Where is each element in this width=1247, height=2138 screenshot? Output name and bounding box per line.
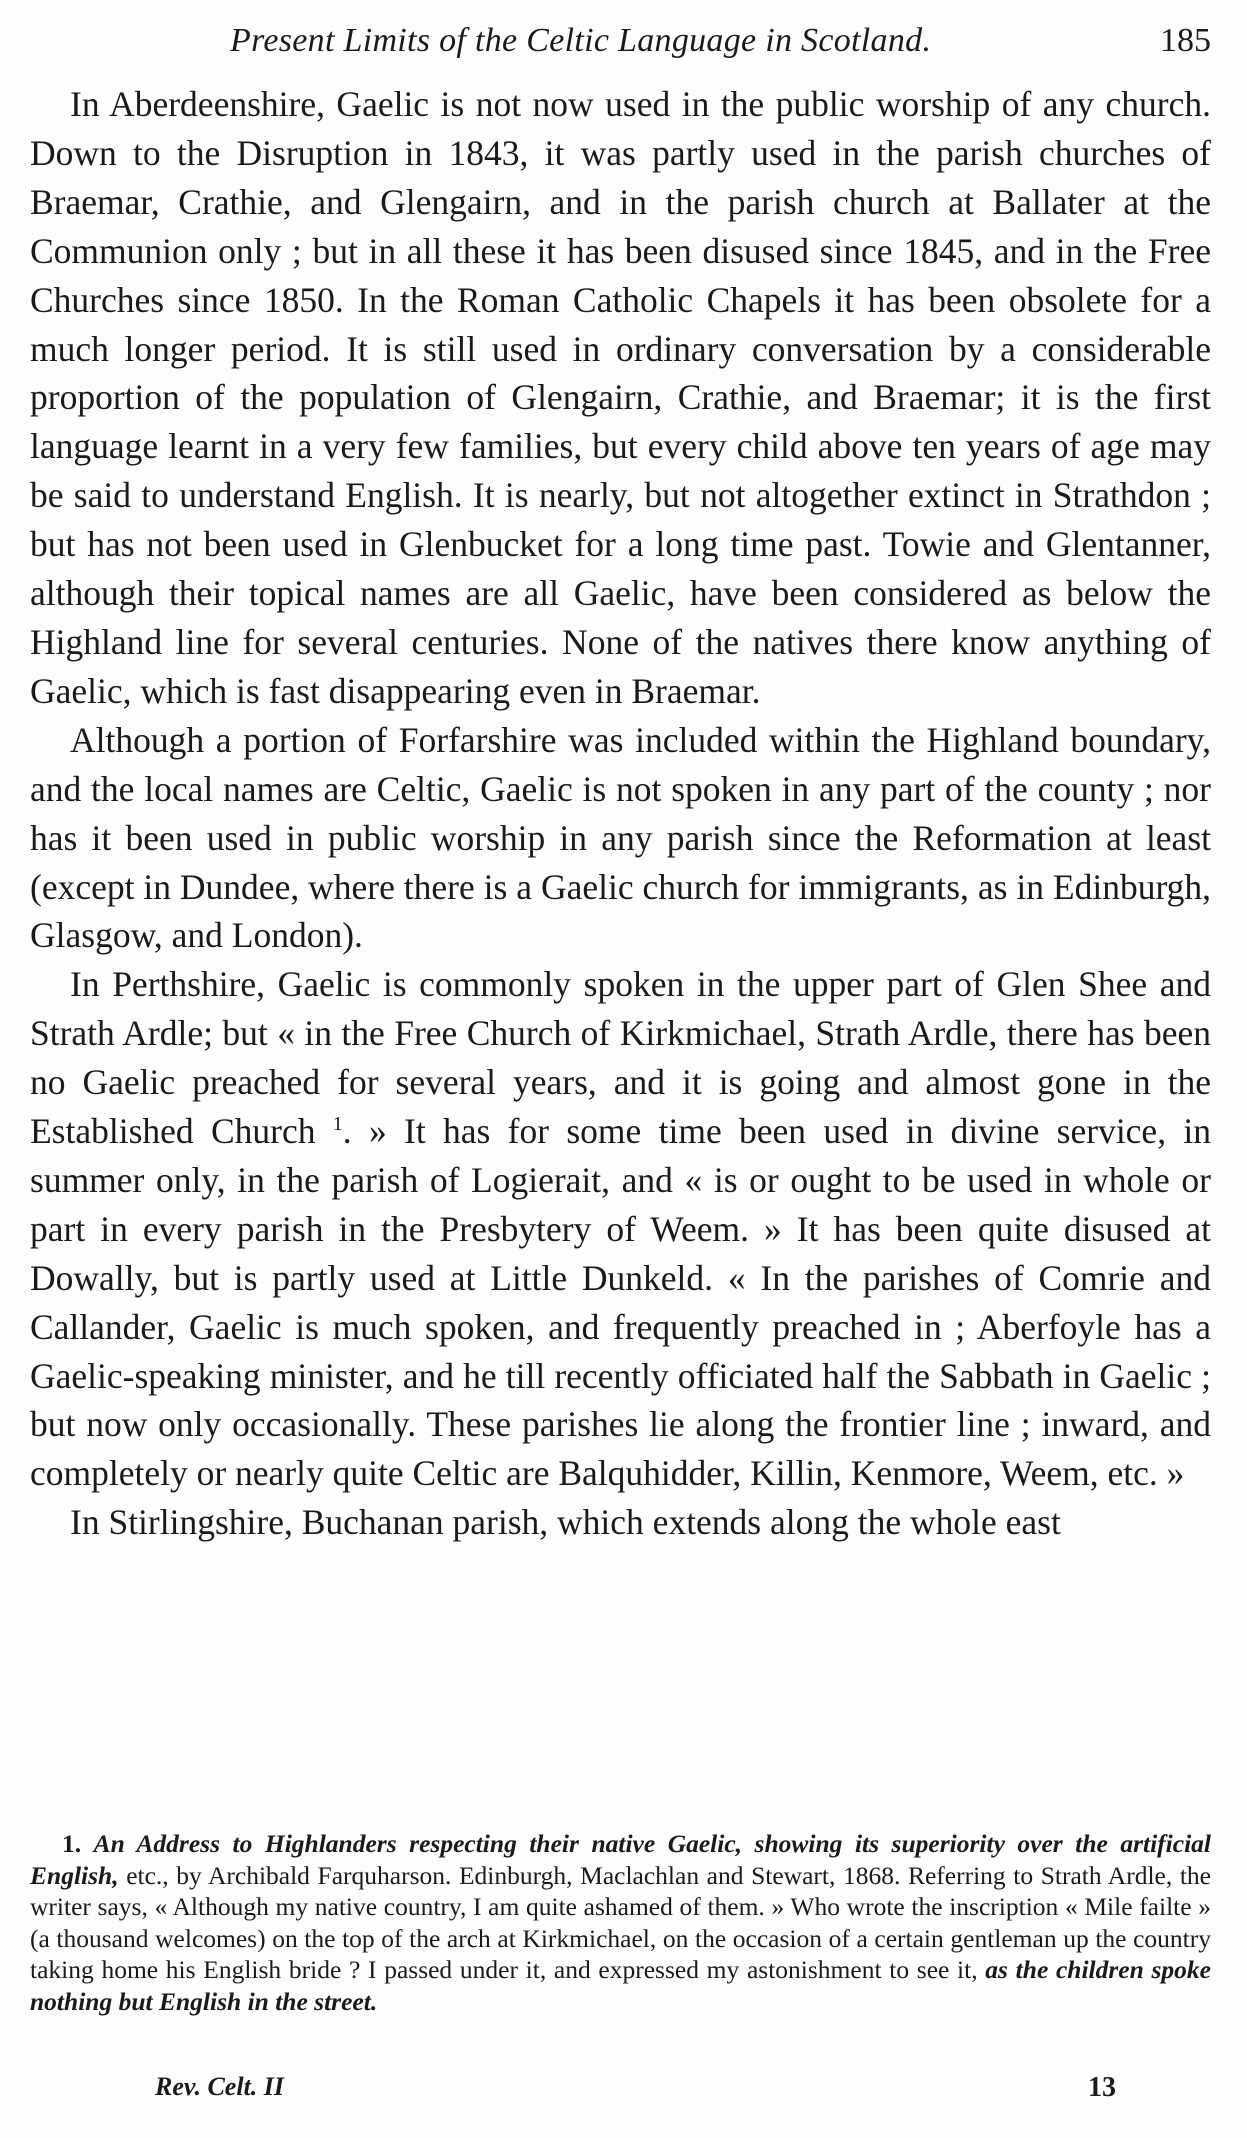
paragraph-aberdeenshire: In Aberdeenshire, Gaelic is not now used in the public worship of any church. Down to the Disruption in 1843, it was partly used in the parish churches of Braemar, Crathie, and Glengairn, and in the parish church at Ballater at the Communion only ; but in all these it has been disused since 1845, and in the Free Churches since 1850. In the Roman Catholic Chapels it has been obsolete for a much longer period. It is still used in ordinary conversation by a considerable proportion of the population of Glengairn, Crathie, and Braemar; it is the first language learnt in a very few families, but every child above ten years of age may be said to understand English. It is nearly, but not altogether extinct in Strathdon ; but has not been used in Glenbucket for a long time past. Towie and Glentanner, although their topical names are all Gaelic, have been considered as below the Highland line for several centuries. None of the natives there know anything of Gaelic, which is fast disappearing even in Braemar.	[30, 84, 1211, 711]
paragraph-forfarshire: Although a portion of Forfarshire was included within the Highland boundary, and the local names are Celtic, Gaelic is not spoken in any part of the county ; nor has it been used in public worship in any parish since the Reformation at least (except in Dundee, where there is a Gaelic church for immigrants, as in Edinburgh, Glasgow, and London).	[30, 719, 1211, 956]
running-title: Present Limits of the Celtic Language in Scotland.	[230, 22, 932, 59]
paragraph-perthshire-part-2: . » It has for some time been used in divine service, in summer only, in the parish of Logierait, and « is or ought to be used in whole or part in every parish in the Presbytery of Weem. » It has been quite disused at Dowally, but is partly used at Little Dunkeld. « In the parishes of Comrie and Callander, Gaelic is much spoken, and frequently preached in ; Aberfoyle has a Gaelic-speaking minister, and he till recently officiated half the Sabbath in Gaelic ; but now only occasionally. These parishes lie along the frontier line ; inward, and completely or nearly quite Celtic are Balquhidder, Killin, Kenmore, Weem, etc. »	[30, 1111, 1211, 1494]
footnote-title: An Address to Highlanders respecting their native Gaelic, showing its superiority over the artificial English,	[30, 1829, 1211, 1890]
footnote-1	[30, 1828, 1211, 2017]
paragraph-perthshire-part-1: In Perthshire, Gaelic is commonly spoken in the upper part of Glen Shee and Strath Ardle; but « in the Free Church of Kirkmichael, Strath Ardle, there has been no Gaelic preached for several years, and it is going and almost gone in the Established Church	[30, 964, 1211, 1152]
footnotes	[30, 1828, 1211, 2017]
page-footer	[30, 2072, 1211, 2112]
footnote-text: etc., by Archibald Farquharson. Edinburgh, Maclachlan and Stewart, 1868. Referring to Strath Ardle, the writer says, « Although my native country, I am quite ashamed of them. » Who wrote the inscription « Mile failte » (a thousand welcomes) on the top of the arch at Kirkmichael, on the occasion of a certain gentleman up the country taking home his English bride ? I passed under it, and expressed my astonishment to see it,	[30, 1860, 1211, 1984]
paragraph-stirlingshire: In Stirlingshire, Buchanan parish, which extends along the whole east	[70, 1502, 1061, 1543]
footnote-reference: 1	[332, 1113, 343, 1136]
footnote-number: 1.	[62, 1829, 82, 1858]
body-text	[30, 80, 1211, 1547]
footnote-emphasis: as the children spoke nothing but English in the street.	[30, 1955, 1212, 2016]
page-header	[30, 22, 1211, 70]
page-number: 185	[1160, 22, 1211, 59]
sheet-number: 13	[1088, 2072, 1116, 2103]
signature-mark: Rev. Celt. II	[155, 2072, 285, 2101]
paragraph-perthshire	[30, 960, 1211, 1498]
